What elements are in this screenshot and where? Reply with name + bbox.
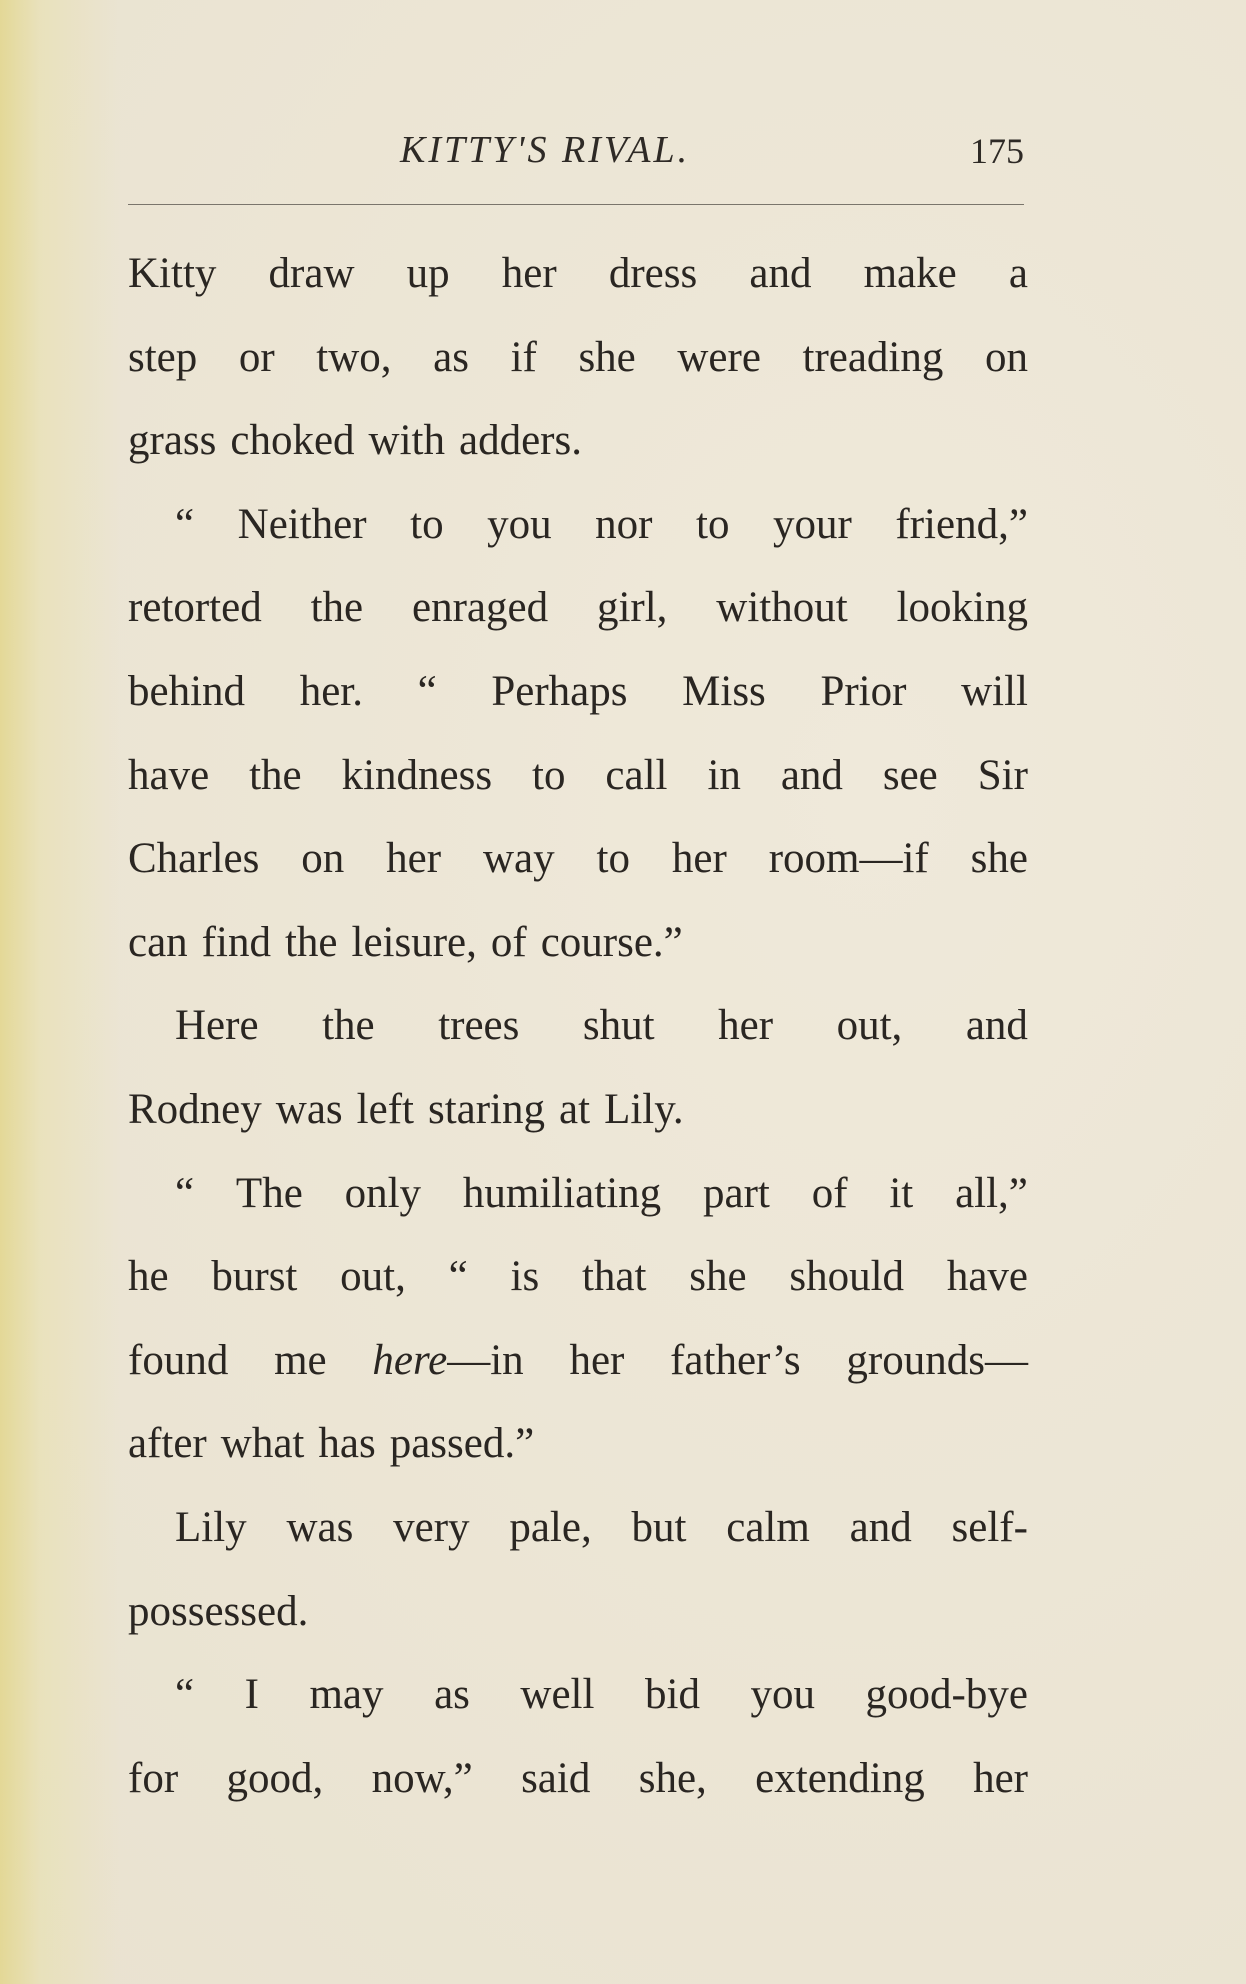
running-title: KITTY'S RIVAL. bbox=[400, 129, 691, 171]
text-line: grass choked with adders. bbox=[128, 417, 582, 465]
text-line: can find the leisure, of course.” bbox=[128, 918, 683, 966]
text-line: retorted the enraged girl, without looking bbox=[128, 584, 1028, 632]
text-line: “ Neither to you nor to your friend,” bbox=[175, 500, 1028, 548]
text-line: Lily was very pale, but calm and self- bbox=[175, 1503, 1028, 1551]
body-text bbox=[128, 244, 1028, 1832]
text-line: Rodney was left staring at Lily. bbox=[128, 1085, 684, 1133]
page-header bbox=[128, 128, 1024, 176]
text-line: for good, now,” said she, extending her bbox=[128, 1754, 1028, 1802]
text-line: have the kindness to call in and see Sir bbox=[128, 751, 1028, 799]
text-line: “ The only humiliating part of it all,” bbox=[175, 1169, 1028, 1217]
text-line: Here the trees shut her out, and bbox=[175, 1002, 1028, 1050]
text-line: possessed. bbox=[128, 1587, 309, 1635]
text-line: he burst out, “ is that she should have bbox=[128, 1253, 1028, 1301]
text-line: Kitty draw up her dress and make a bbox=[128, 250, 1028, 297]
header-rule bbox=[128, 204, 1024, 205]
text-line: after what has passed.” bbox=[128, 1420, 535, 1468]
text-line: step or two, as if she were treading on bbox=[128, 333, 1028, 381]
text-line: Charles on her way to her room—if she bbox=[128, 835, 1028, 883]
page-number: 175 bbox=[970, 131, 1024, 171]
text-line: “ I may as well bid you good-bye bbox=[175, 1671, 1028, 1719]
text-line: behind her. “ Perhaps Miss Prior will bbox=[128, 667, 1028, 715]
text-line: found me here—in her father’s grounds— bbox=[128, 1336, 1028, 1384]
